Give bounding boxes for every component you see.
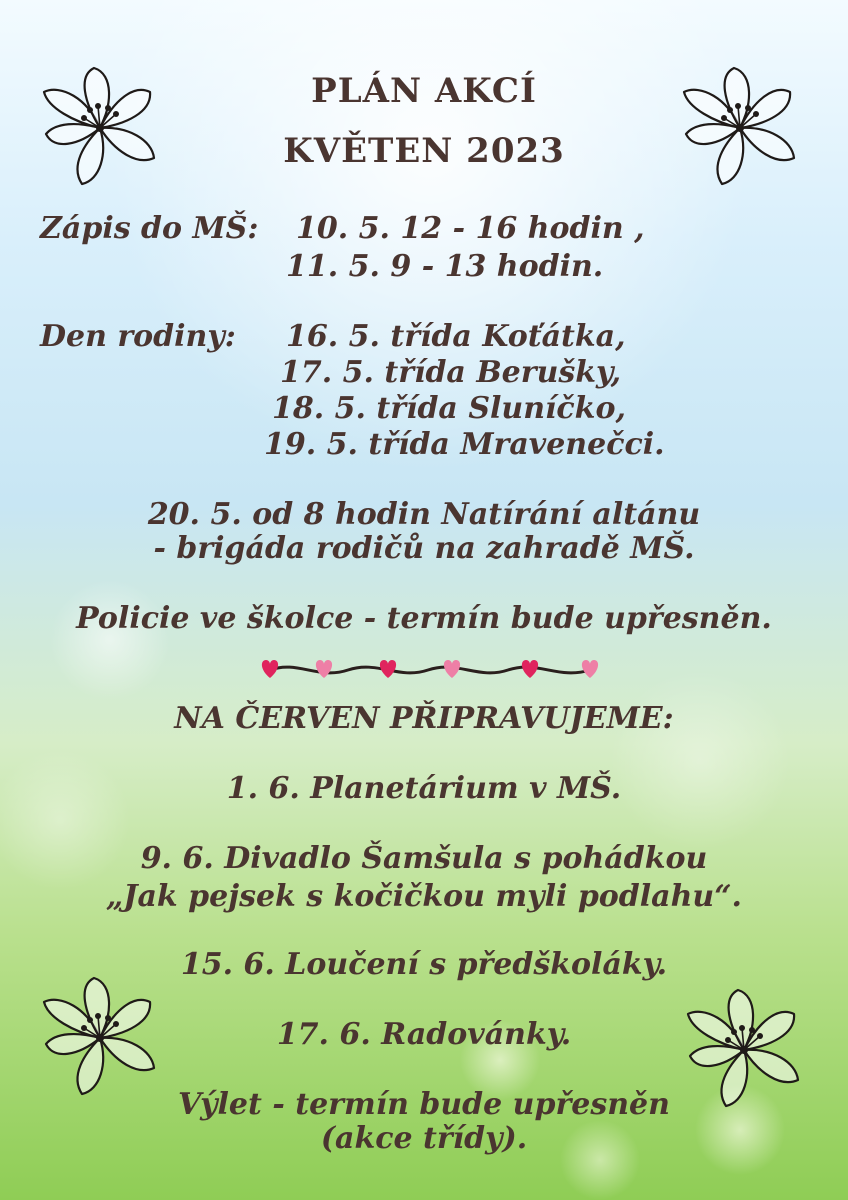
den-rodiny-item: 19. 5. třída Mravenečci. <box>264 427 665 462</box>
den-rodiny-item: 17. 5. třída Berušky, <box>280 355 622 390</box>
vylet-line2: (akce třídy). <box>320 1121 528 1156</box>
den-rodiny-item: 16. 5. třída Koťátka, <box>286 319 626 354</box>
divadlo-line2: „Jak pejsek s kočičkou myli podlahu“. <box>106 879 742 914</box>
radovanky-item: 17. 6. Radovánky. <box>276 1017 572 1052</box>
louceni-item: 15. 6. Loučení s předškoláky. <box>180 947 668 982</box>
zapis-label: Zápis do MŠ: <box>40 211 259 246</box>
page-title-line1: PLÁN AKCÍ <box>311 71 537 111</box>
brigada-line1: 20. 5. od 8 hodin Natírání altánu <box>147 497 701 532</box>
vylet-line1: Výlet - termín bude upřesněn <box>178 1087 670 1122</box>
hearts-divider-icon <box>258 656 602 684</box>
heart-icon <box>582 660 598 678</box>
page-title-line2: KVĚTEN 2023 <box>283 131 565 171</box>
zapis-date-1: 10. 5. 12 - 16 hodin , <box>296 211 645 246</box>
den-rodiny-label: Den rodiny: <box>40 319 236 354</box>
brigada-line2: - brigáda rodičů na zahradě MŠ. <box>153 531 695 566</box>
planetarium-item: 1. 6. Planetárium v MŠ. <box>226 771 622 806</box>
heart-icon <box>444 660 460 678</box>
heart-icon <box>262 660 278 678</box>
june-heading: NA ČERVEN PŘIPRAVUJEME: <box>174 701 674 736</box>
policie-note: Policie ve školce - termín bude upřesněn. <box>76 601 772 636</box>
den-rodiny-item: 18. 5. třída Sluníčko, <box>272 391 626 426</box>
heart-icon <box>380 660 396 678</box>
zapis-date-2: 11. 5. 9 - 13 hodin. <box>286 249 604 284</box>
divadlo-line1: 9. 6. Divadlo Šamšula s pohádkou <box>140 841 708 876</box>
heart-icon <box>522 660 538 678</box>
heart-icon <box>316 660 332 678</box>
